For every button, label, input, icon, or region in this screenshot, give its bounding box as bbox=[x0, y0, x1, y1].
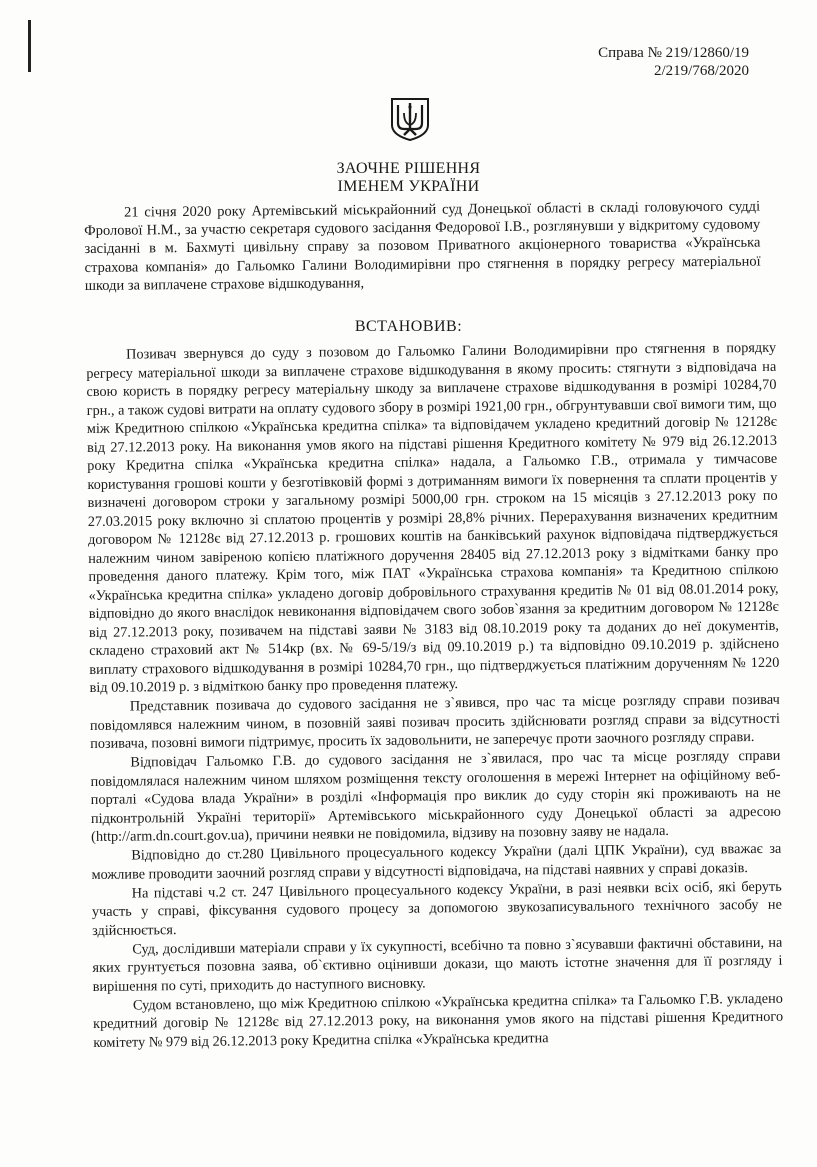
trident-icon bbox=[388, 95, 432, 141]
paragraph: Відповідач Гальомко Г.В. до судового засідання не з`явилася, про час та місце розгляду справи повідомлялася належним чином шляхом розміщення тексту оголошення в мережі Інтернет на офіційному веб-порталі «Судова влада України» в розділі «Інформація про виклик до суду сторін які проживають на не підконтрольній Україні території» Артемівського міськрайонного суду Донецької області за адресою (http://arm.dn.court.gov.ua), причини неявки не повідомила, відзиву на позовну заяву не надала. bbox=[90, 747, 781, 845]
case-number bbox=[598, 44, 749, 80]
section-heading: ВСТАНОВИВ: bbox=[354, 318, 463, 335]
document-title: ЗАОЧНЕ РІШЕННЯ bbox=[336, 160, 481, 177]
margin-mark bbox=[28, 20, 31, 72]
document-subtitle: ІМЕНЕМ УКРАЇНИ bbox=[337, 178, 480, 195]
paragraph: Представник позивача до судового засідання не з`явився, про час та місце розгляду справи позивач повідомлявся належним чином, в позовній заяві позивач просить здійснювати розгляд справи за відсутності позивача, позовні вимоги підтримує, просить їх задовольнити, не заперечує проти заочного розгляду справи. bbox=[89, 691, 781, 752]
case-number-line1: Справа № 219/12860/19 bbox=[598, 45, 749, 61]
intro-paragraph bbox=[84, 198, 761, 296]
case-number-line2: 2/219/768/2020 bbox=[653, 63, 749, 79]
document-body bbox=[86, 339, 783, 1052]
paragraph: Позивач звернувся до суду з позовом до Гальомко Галини Володимирівни про стягнення в порядку регресу матеріальної шкоди за виплачене страхове відшкодування в якому просить: стягнути з відповідача на свою користь в порядку регресу матеріальну шкоду за виплачене страхове відшкодування в розмірі 10284,70 грн., а також судові витрати на оплату судового збору в розмірі 1921,00 грн., обгрунтувавши свої вимоги тим, що між Кредитною спілкою «Українська кредитна спілка» та відповідачем укладено кредитний договір № 12128є від 27.12.2013 року. На виконання умов якого на підставі рішення Кредитного комітету № 979 від 26.12.2013 року Кредитна спілка «Українська кредитна спілка» надала, а Гальомко Г.В., отримала у тимчасове користування грошові кошти у безготівковій формі з дотриманням вимоги їх повернення та сплати процентів у визначені договором строки у загальному розмірі 5000,00 грн. строком на 15 місяців з 27.12.2013 року по 27.03.2015 року включно зі сплатою процентів у розмірі 28,8% річних. Перерахування визначених кредитним договором № 12128є від 27.12.2013 р. грошових коштів на банківський рахунок відповідача підтверджується належним чином завіреною копією платіжного доручення 28405 від 27.12.2013 року з відмітками банку про проведення даного платежу. Крім того, між ПАТ «Українська страхова компанія» та Кредитною спілкою «Українська кредитна спілка» укладено договір добровільного страхування кредитів № 01 від 08.01.2014 року, відповідно до якого внаслідок невиконання відповідачем свого зобов`язання за кредитним договором № 12128є від 27.12.2013 року, позивачем на підставі заяви № 3183 від 08.10.2019 року та доданих до неї документів, складено страховий акт № 514кр (вх. № 69-5/19/з від 09.10.2019 р.) та відповідно 09.10.2019 р. здійснено виплату страхового відшкодування в розмірі 10284,70 грн., що підтверджується платіжним дорученням № 1220 від 09.10.2019 р. з відміткою банку про проведення платежу. bbox=[86, 339, 780, 696]
intro-text: 21 січня 2020 року Артемівський міськрайонний суд Донецької області в складі головуючого судді Фролової Н.М., за участю секретаря судового засідання Федорової І.В., розглянувши у відкритому судовому засіданні в м. Бахмуті цивільну справу за позовом Приватного акціонерного товариства «Українська страхова компанія» до Гальомко Галини Володимирівни про стягнення в порядку регресу матеріальної шкоди за виплачене страхове відшкодування, bbox=[84, 198, 761, 294]
paragraph: Суд, дослідивши матеріали справи у їх сукупності, всебічно та повно з`ясувавши фактичні обставини, на яких грунтується позовна заява, об`єктивно оцінивши докази, що мають істотне значення для її розгляду і вирішення по суті, приходить до наступного висновку. bbox=[92, 934, 783, 995]
paragraph: Судом встановлено, що між Кредитною спілкою «Українська кредитна спілка» та Гальомко Г.В. укладено кредитний договір № 12128є від 27.12.2013 року, на виконання умов якого на підставі рішення Кредитного комітету № 979 від 26.12.2013 року Кредитна спілка «Українська кредитна bbox=[93, 990, 784, 1051]
paragraph: На підставі ч.2 ст. 247 Цивільного процесуального кодексу України, в разі неявки всіх осіб, які беруть участь у справі, фіксування судового процесу за допомогою звукозаписувального технічного засобу не здійснюється. bbox=[91, 878, 782, 939]
paragraph: Відповідно до ст.280 Цивільного процесуального кодексу України (далі ЦПК України), суд вважає за можливе проводити заочний розгляд справи у відсутності відповідача, на підставі наявних у справі доказів. bbox=[91, 840, 782, 883]
